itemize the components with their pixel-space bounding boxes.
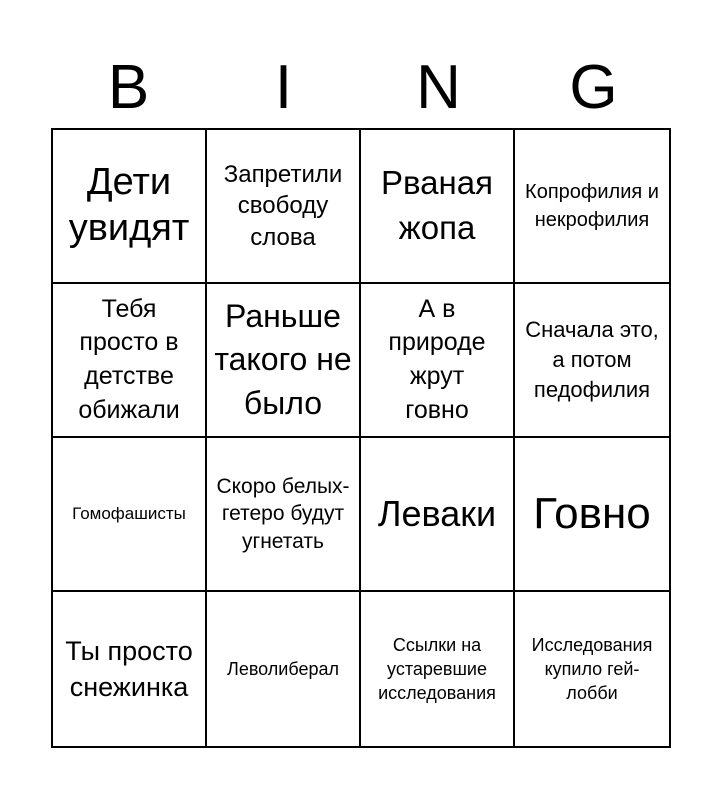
bingo-cell-text: Говно xyxy=(533,488,651,538)
bingo-cell-text: Гомофашисты xyxy=(72,504,186,524)
bingo-cell[interactable] xyxy=(53,130,207,284)
bingo-cell-text: Леволиберал xyxy=(227,658,339,679)
header-letter-b: B xyxy=(107,53,150,122)
bingo-cell[interactable] xyxy=(361,130,515,284)
bingo-cell[interactable] xyxy=(361,284,515,438)
bingo-cell-text: Рваная жопа xyxy=(381,164,493,246)
bingo-cell[interactable] xyxy=(53,438,207,592)
bingo-cell-text: Копрофилия и некрофилия xyxy=(525,181,659,231)
bingo-cell[interactable] xyxy=(207,592,361,746)
bingo-cell-text: Ссылки на устаревшие исследования xyxy=(378,634,496,704)
bingo-cell[interactable] xyxy=(515,592,669,746)
bingo-cell-text: Запретили свободу слова xyxy=(223,161,343,251)
bingo-cell[interactable] xyxy=(515,130,669,284)
bingo-grid xyxy=(51,128,671,748)
bingo-cell-text: Тебя просто в детстве обижали xyxy=(78,294,180,424)
bingo-cell[interactable] xyxy=(361,438,515,592)
bingo-cell[interactable] xyxy=(207,438,361,592)
bingo-cell[interactable] xyxy=(515,438,669,592)
bingo-cell-text: Леваки xyxy=(377,493,497,535)
bingo-cell-text: Исследования купило гей-лобби xyxy=(531,634,653,704)
bingo-cell[interactable] xyxy=(515,284,669,438)
bingo-cell-text: Сначала это, а потом педофилия xyxy=(525,317,659,402)
header-letter-n: N xyxy=(416,53,461,122)
bingo-cell-text: Ты просто снежинка xyxy=(65,635,193,702)
bingo-header xyxy=(51,50,671,126)
header-letter-i: I xyxy=(274,53,293,122)
bingo-cell-text: Скоро белых-гетеро будут угнетать xyxy=(216,475,350,553)
bingo-cell-text: Раньше такого не было xyxy=(214,298,352,421)
bingo-cell-text: Дети увидят xyxy=(68,161,190,249)
bingo-cell[interactable] xyxy=(207,284,361,438)
bingo-cell[interactable] xyxy=(207,130,361,284)
bingo-cell[interactable] xyxy=(53,284,207,438)
bingo-cell[interactable] xyxy=(53,592,207,746)
bingo-cell[interactable] xyxy=(361,592,515,746)
header-letter-g: G xyxy=(569,53,618,122)
bingo-cell-text: А в природе жрут говно xyxy=(388,294,486,424)
